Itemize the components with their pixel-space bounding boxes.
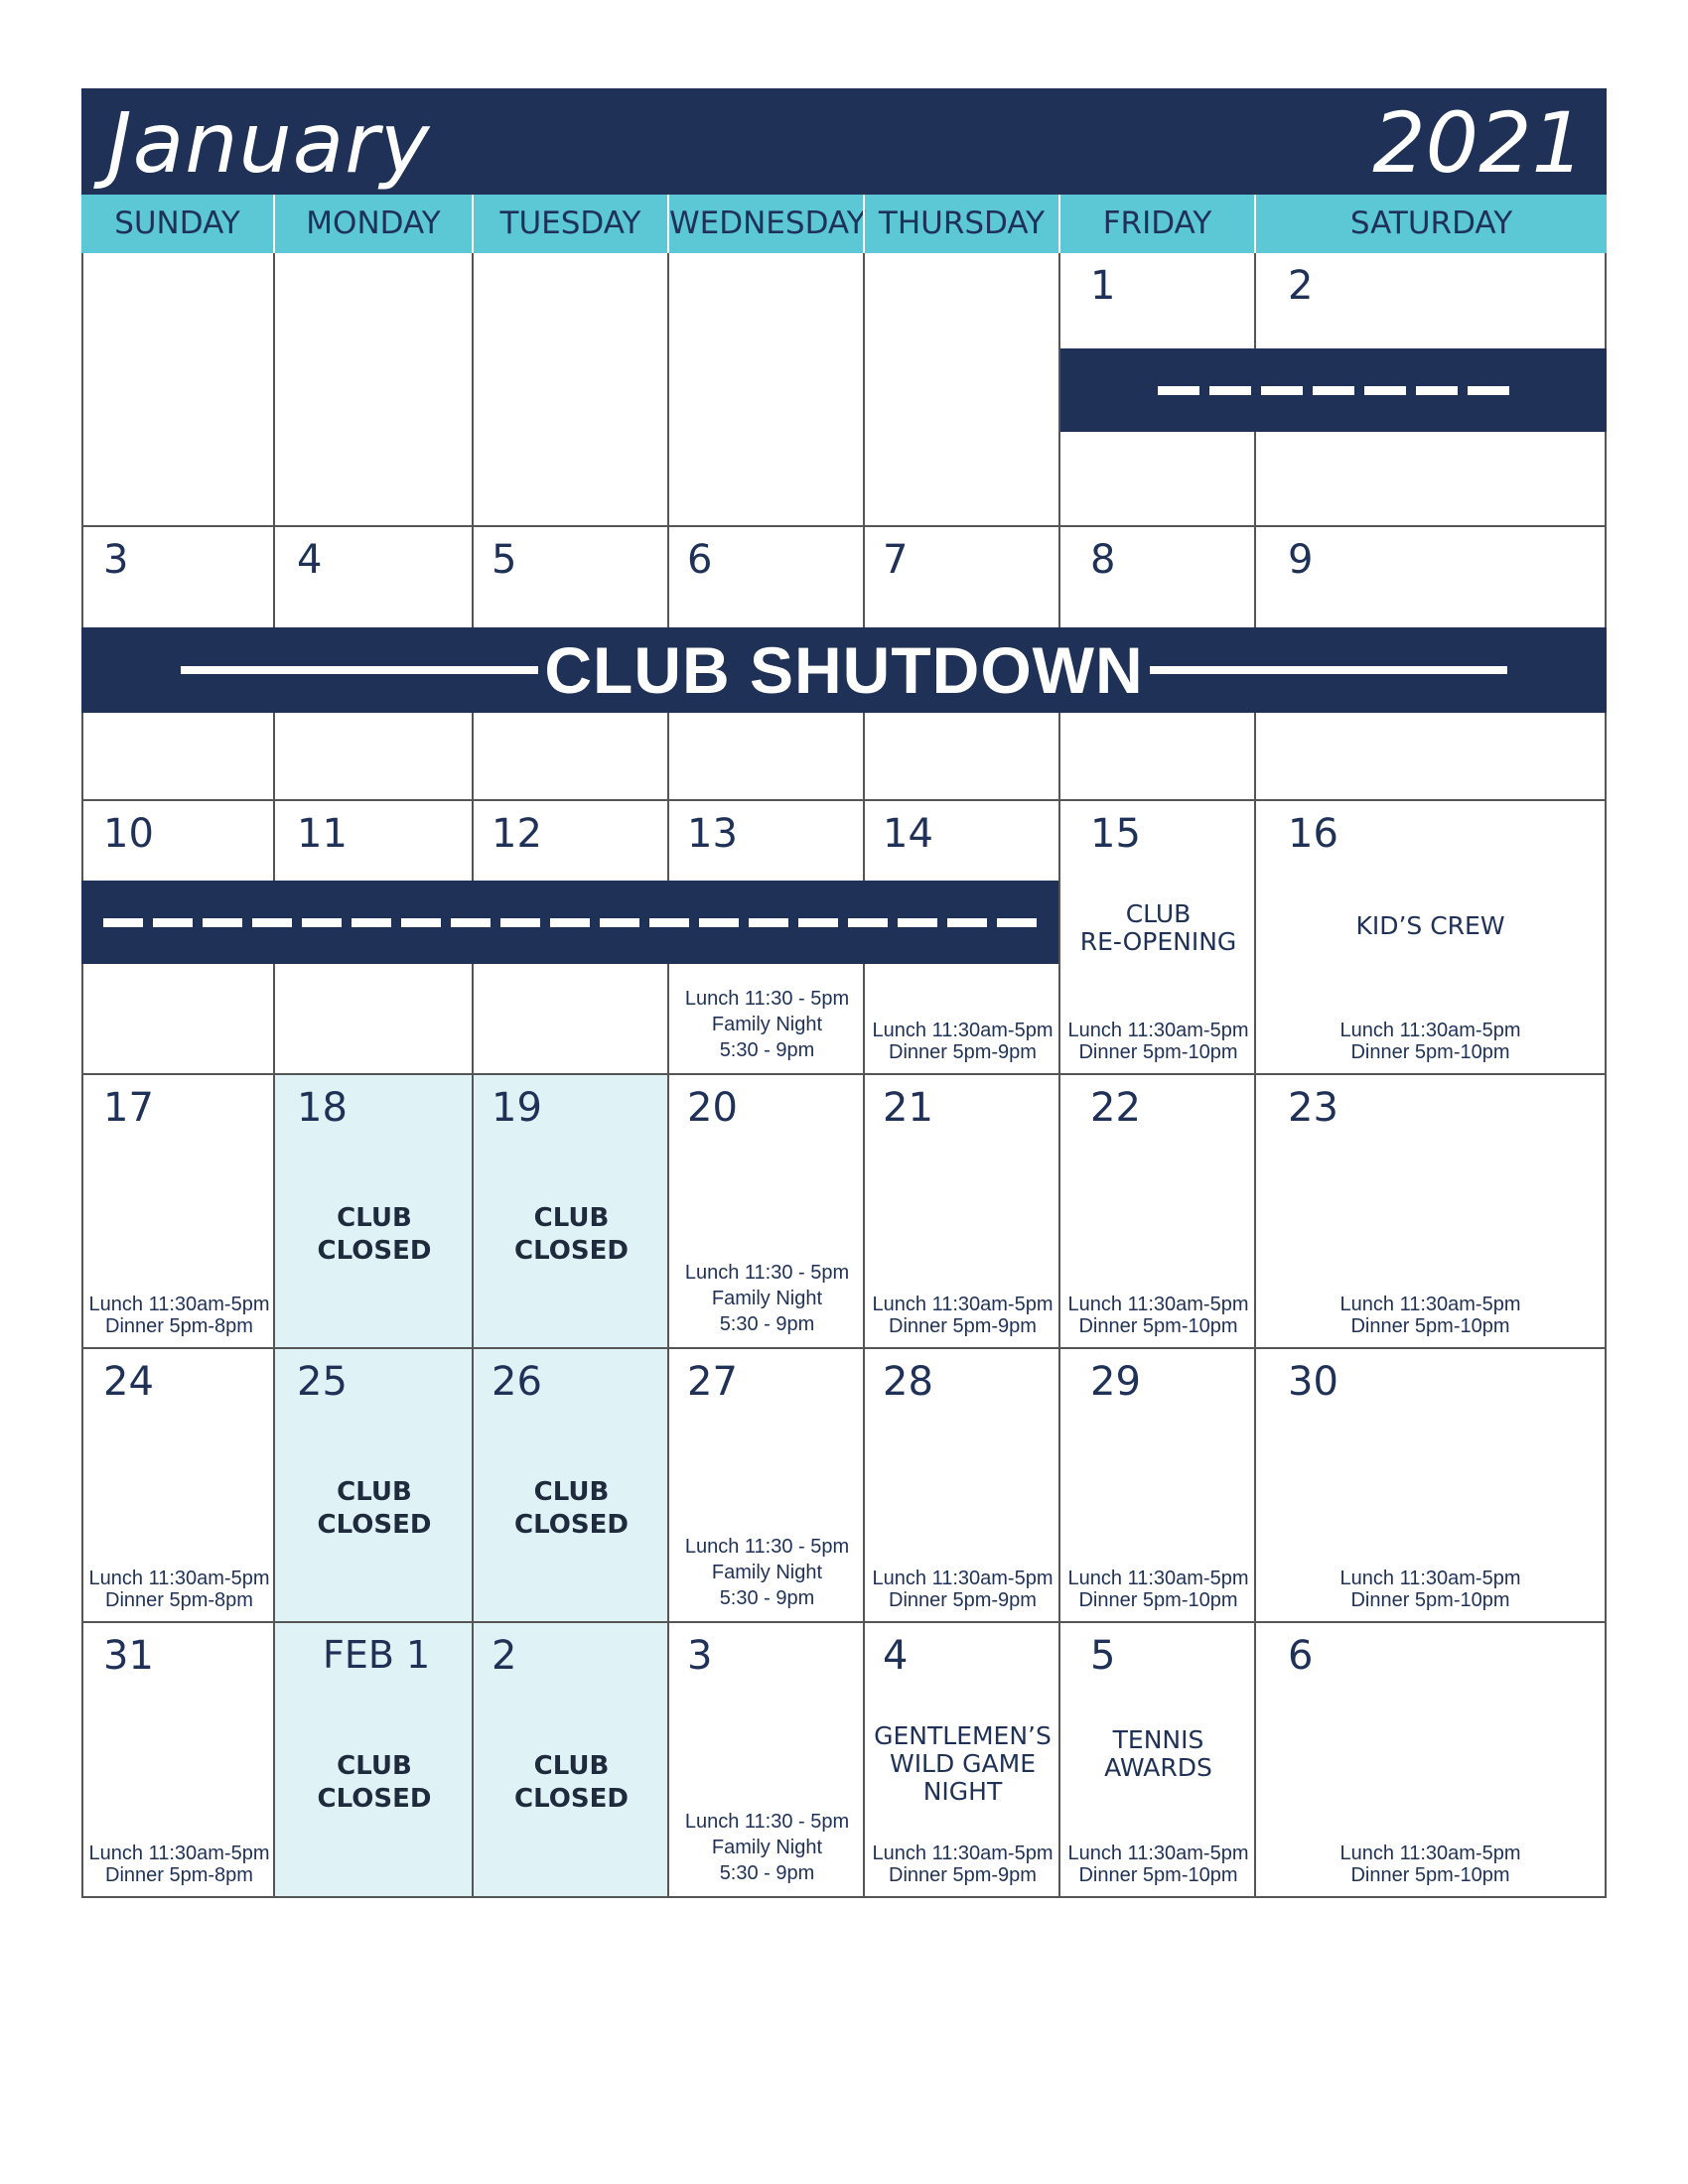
closedtxt-line: CLUB [533,1751,610,1781]
dash-mark [1313,386,1354,395]
weekday-header-row [81,195,1607,253]
hours-text [1256,1843,1605,1886]
hours-text [83,1843,275,1886]
day-number: 30 [1288,1359,1338,1405]
hours-line: Dinner 5pm-8pm [105,1315,253,1337]
event-line: NIGHT [922,1777,1003,1806]
hours-line: Lunch 11:30am-5pm [872,1568,1054,1589]
dash-mark [550,918,590,927]
day-number: 2 [492,1633,517,1679]
hours-text [865,1843,1060,1886]
banner-left-line [181,666,538,674]
banner-label: CLUB SHUTDOWN [544,633,1144,707]
day-number: 20 [687,1085,738,1131]
weekday-sunday: SUNDAY [114,205,240,241]
hours-text [865,1294,1060,1337]
banner-right-line [1150,666,1507,674]
closedtxt-line: CLUB [337,1477,412,1507]
hours-line: Dinner 5pm-10pm [1350,1315,1510,1337]
day-number: 10 [103,811,154,857]
dash-mark [947,918,987,927]
day-cell[interactable] [273,1623,474,1898]
hours-line: Lunch 11:30am-5pm [88,1568,270,1589]
shutdown-bar-week1 [1060,348,1607,432]
hours-line: Lunch 11:30am-5pm [88,1843,270,1864]
day-number: 3 [103,537,129,583]
hours-text [1060,1020,1256,1063]
hours3-line: 5:30 - 9pm [719,1313,815,1335]
event-label [1060,1726,1256,1782]
day-cell[interactable] [863,1075,1060,1349]
dash-mark [1209,386,1251,395]
hours-text [1060,1568,1256,1611]
closedtxt-line: CLOSED [514,1236,629,1266]
day-number: 11 [297,811,348,857]
dash-mark [352,918,391,927]
hours-line: Dinner 5pm-10pm [1350,1589,1510,1611]
day-number: 8 [1090,537,1116,583]
day-number: 29 [1090,1359,1141,1405]
hours3-line: 5:30 - 9pm [719,1862,815,1884]
day-cell[interactable] [1058,801,1256,1075]
hours3-line: Lunch 11:30 - 5pm [684,988,850,1010]
year-title: 2021 [1372,94,1585,192]
club-closed-label [275,1476,474,1542]
closedtxt-line: CLUB [533,1203,610,1233]
closedtxt-line: CLUB [337,1751,412,1781]
calendar-header [81,88,1607,195]
closedtxt-line: CLUB [337,1203,412,1233]
hours-text [1256,1294,1605,1337]
day-number: 12 [492,811,542,857]
hours-line: Dinner 5pm-10pm [1350,1864,1510,1886]
day-cell[interactable] [273,1075,474,1349]
hours-text [669,1809,865,1886]
day-cell[interactable] [472,1623,669,1898]
day-number: 5 [492,537,517,583]
day-number: 24 [103,1359,154,1405]
dash-mark [749,918,788,927]
event-label [865,1722,1060,1806]
month-title: January [107,94,431,192]
day-cell[interactable] [667,1349,865,1623]
hours-line: Dinner 5pm-9pm [889,1315,1037,1337]
hours-line: Dinner 5pm-10pm [1078,1315,1238,1337]
day-number: 9 [1288,537,1314,583]
day-cell[interactable] [1058,1623,1256,1898]
day-number: 27 [687,1359,738,1405]
day-cell[interactable] [1058,1349,1256,1623]
dash-mark [699,918,739,927]
day-number: FEB 1 [323,1633,431,1677]
day-cell[interactable] [667,253,865,527]
hours-text [865,1020,1060,1063]
day-number: 14 [883,811,933,857]
hours3-line: Family Night [711,1014,823,1035]
hours-text [865,1568,1060,1611]
event-line: KID’S CREW [1355,911,1505,940]
hours-text [669,1260,865,1337]
event-line: GENTLEMEN’S [874,1721,1052,1750]
dash-mark [203,918,242,927]
hours-text [1060,1843,1256,1886]
dash-mark [997,918,1037,927]
hours3-line: Family Night [711,1288,823,1309]
day-cell[interactable] [273,1349,474,1623]
day-cell[interactable] [81,1075,275,1349]
event-line: TENNIS [1112,1725,1204,1754]
day-cell[interactable] [863,1623,1060,1898]
day-cell[interactable] [1254,1349,1607,1623]
day-number: 19 [492,1085,542,1131]
hours-line: Lunch 11:30am-5pm [1339,1568,1521,1589]
event-line: AWARDS [1104,1753,1212,1782]
club-closed-label [474,1202,669,1268]
hours3-line: Family Night [711,1562,823,1583]
club-shutdown-banner [81,627,1607,713]
day-cell[interactable] [273,253,474,527]
day-cell[interactable] [1058,1075,1256,1349]
dash-mark [1261,386,1303,395]
hours-line: Lunch 11:30am-5pm [872,1020,1054,1041]
hours-line: Lunch 11:30am-5pm [1339,1020,1521,1041]
hours-text [1256,1020,1605,1063]
closedtxt-line: CLOSED [317,1784,432,1814]
hours3-line: Lunch 11:30 - 5pm [684,1536,850,1558]
day-number: 6 [1288,1633,1314,1679]
day-cell[interactable] [472,1349,669,1623]
weekday-saturday: SATURDAY [1254,195,1607,253]
hours-line: Lunch 11:30am-5pm [1067,1020,1249,1041]
hours3-line: Lunch 11:30 - 5pm [684,1262,850,1284]
day-cell[interactable] [1254,801,1607,1075]
weekday-tuesday: TUESDAY [472,195,667,253]
hours-text [83,1294,275,1337]
hours3-line: Lunch 11:30 - 5pm [684,1811,850,1833]
hours-line: Lunch 11:30am-5pm [1339,1843,1521,1864]
dash-mark [1416,386,1458,395]
hours-line: Dinner 5pm-10pm [1350,1041,1510,1063]
calendar-grid [81,253,1607,2077]
weekday-wednesday: WEDNESDAY [667,195,863,253]
day-number: 31 [103,1633,154,1679]
day-number: 7 [883,537,909,583]
day-number: 3 [687,1633,713,1679]
day-number: 17 [103,1085,154,1131]
hours3-line: 5:30 - 9pm [719,1587,815,1609]
weekday-monday: MONDAY [273,195,472,253]
hours-line: Dinner 5pm-8pm [105,1589,253,1611]
day-cell[interactable] [81,1349,275,1623]
hours-line: Lunch 11:30am-5pm [1067,1568,1249,1589]
hours-line: Dinner 5pm-9pm [889,1041,1037,1063]
dash-mark [302,918,342,927]
hours-line: Dinner 5pm-10pm [1078,1589,1238,1611]
dash-mark [252,918,292,927]
dash-mark [898,918,937,927]
closedtxt-line: CLOSED [317,1510,432,1540]
club-closed-label [275,1202,474,1268]
club-closed-label [275,1750,474,1816]
day-number: 2 [1288,263,1314,309]
dash-mark [401,918,441,927]
hours-line: Dinner 5pm-9pm [889,1589,1037,1611]
dash-mark [649,918,689,927]
day-number: 21 [883,1085,933,1131]
club-closed-label [474,1750,669,1816]
closedtxt-line: CLOSED [514,1510,629,1540]
day-number: 28 [883,1359,933,1405]
closedtxt-line: CLOSED [514,1784,629,1814]
hours-line: Dinner 5pm-9pm [889,1864,1037,1886]
hours-text [1060,1294,1256,1337]
shutdown-bar-week3 [81,881,1058,964]
day-number: 4 [297,537,323,583]
hours-text [669,986,865,1063]
closedtxt-line: CLOSED [317,1236,432,1266]
hours3-line: 5:30 - 9pm [719,1039,815,1061]
day-cell[interactable] [667,1623,865,1898]
day-cell[interactable] [863,253,1060,527]
day-cell[interactable] [472,253,669,527]
hours-line: Lunch 11:30am-5pm [1339,1294,1521,1315]
hours-line: Lunch 11:30am-5pm [88,1294,270,1315]
weekday-thursday: THURSDAY [863,195,1058,253]
hours3-line: Family Night [711,1837,823,1858]
event-label [1256,912,1605,940]
closedtxt-line: CLUB [533,1477,610,1507]
day-number: 26 [492,1359,542,1405]
calendar [81,88,1607,2077]
day-number: 16 [1288,811,1338,857]
dash-mark [451,918,491,927]
day-number: 23 [1288,1085,1338,1131]
hours-line: Dinner 5pm-10pm [1078,1041,1238,1063]
day-cell[interactable] [1254,1623,1607,1898]
hours-text [1256,1568,1605,1611]
event-label [1060,900,1256,956]
weekday-friday: FRIDAY [1058,195,1254,253]
day-number: 6 [687,537,713,583]
day-number: 13 [687,811,738,857]
hours-text [669,1534,865,1611]
dash-mark [1468,386,1509,395]
hours-line: Lunch 11:30am-5pm [872,1294,1054,1315]
day-cell[interactable] [81,253,275,527]
day-cell[interactable] [81,1623,275,1898]
hours-text [83,1568,275,1611]
event-line: RE-OPENING [1079,927,1237,956]
day-cell[interactable] [1254,1075,1607,1349]
day-number: 22 [1090,1085,1141,1131]
dash-mark [848,918,888,927]
dash-mark [153,918,193,927]
day-cell[interactable] [863,1349,1060,1623]
club-closed-label [474,1476,669,1542]
day-number: 5 [1090,1633,1116,1679]
day-number: 1 [1090,263,1116,309]
dash-mark [600,918,639,927]
day-number: 18 [297,1085,348,1131]
day-number: 25 [297,1359,348,1405]
day-cell[interactable] [667,1075,865,1349]
day-number: 15 [1090,811,1141,857]
dash-mark [1158,386,1199,395]
event-line: CLUB [1125,899,1192,928]
dash-mark [103,918,143,927]
dash-mark [500,918,540,927]
hours-line: Dinner 5pm-10pm [1078,1864,1238,1886]
day-number: 4 [883,1633,909,1679]
hours-line: Lunch 11:30am-5pm [1067,1843,1249,1864]
day-cell[interactable] [472,1075,669,1349]
dash-mark [798,918,838,927]
hours-line: Dinner 5pm-8pm [105,1864,253,1886]
hours-line: Lunch 11:30am-5pm [872,1843,1054,1864]
hours-line: Lunch 11:30am-5pm [1067,1294,1249,1315]
dash-mark [1364,386,1406,395]
event-line: WILD GAME [889,1749,1037,1778]
